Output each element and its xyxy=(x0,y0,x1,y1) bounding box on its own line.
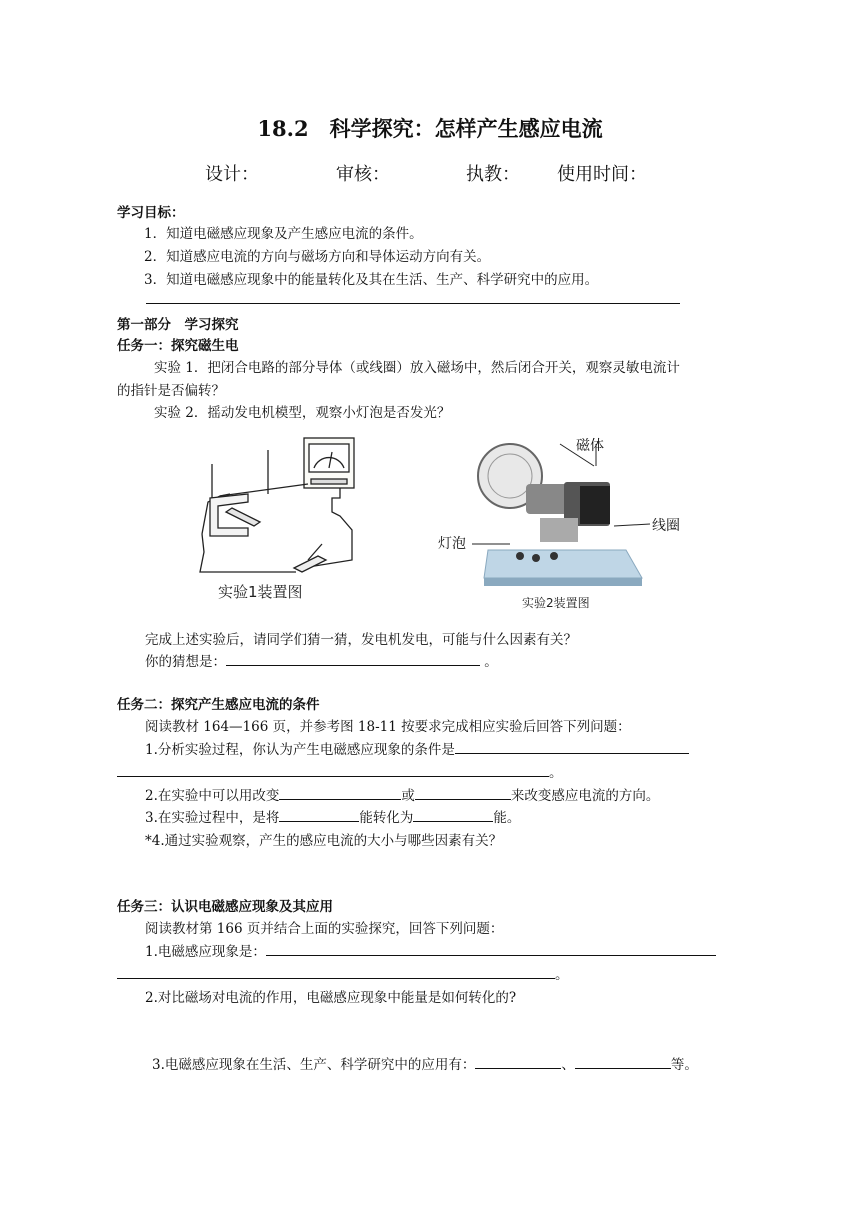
answer-blank[interactable] xyxy=(455,739,689,754)
task2-intro: 阅读教材 164—166 页，并参考图 18-11 按要求完成相应实验后回答下列问题： xyxy=(145,719,631,735)
task3-q1-cont: 。 xyxy=(117,963,569,983)
task3-q3: 3.电磁感应现象在生活、生产、科学研究中的应用有： 、 等。 xyxy=(152,1053,698,1073)
exp1-text-cont: 的指针是否偏转？ xyxy=(117,383,225,399)
task1-heading: 任务一：探究磁生电 xyxy=(117,338,239,354)
label-coil: 线圈 xyxy=(652,518,680,534)
answer-blank[interactable] xyxy=(117,964,555,979)
guess-blank[interactable] xyxy=(226,651,480,666)
divider xyxy=(146,303,680,304)
figure2-caption: 实验2装置图 xyxy=(522,596,590,610)
answer-blank[interactable] xyxy=(279,785,401,800)
experiment2-figure xyxy=(436,430,686,615)
task2-q1-cont: 。 xyxy=(117,761,563,781)
goal-item: 2．知道感应电流的方向与磁场方向和导体运动方向有关。 xyxy=(144,249,491,265)
task3-heading: 任务三：认识电磁感应现象及其应用 xyxy=(117,899,333,915)
exp2-text: 实验 2．摇动发电机模型，观察小灯泡是否发光？ xyxy=(154,405,451,421)
task2-q2: 2.在实验中可以用改变 或 来改变感应电流的方向。 xyxy=(145,784,659,804)
guess-line: 你的猜想是： 。 xyxy=(145,650,498,670)
task2-q4: *4.通过实验观察，产生的感应电流的大小与哪些因素有关？ xyxy=(145,833,503,849)
answer-blank[interactable] xyxy=(279,807,359,822)
task3-q2: 2.对比磁场对电流的作用，电磁感应现象中能量是如何转化的? xyxy=(145,990,517,1006)
meta-design: 设计： xyxy=(205,164,259,185)
task2-q3: 3.在实验过程中，是将 能转化为 能。 xyxy=(145,806,520,826)
exp1-text: 实验 1．把闭合电路的部分导体（或线圈）放入磁场中，然后闭合开关，观察灵敏电流计 xyxy=(154,360,680,376)
answer-blank[interactable] xyxy=(117,762,549,777)
part-heading: 第一部分 学习探究 xyxy=(117,317,239,333)
task3-q1: 1.电磁感应现象是： xyxy=(145,940,716,960)
answer-blank[interactable] xyxy=(415,785,511,800)
task2-q1: 1.分析实验过程，你认为产生电磁感应现象的条件是 xyxy=(145,738,689,758)
goal-item: 3．知道电磁感应现象中的能量转化及其在生活、生产、科学研究中的应用。 xyxy=(144,272,599,288)
task2-heading: 任务二：探究产生感应电流的条件 xyxy=(117,697,320,713)
meta-review: 审核： xyxy=(336,164,390,185)
page-title: 18.2 科学探究：怎样产生感应电流 xyxy=(257,116,603,141)
label-magnet: 磁体 xyxy=(576,438,604,454)
answer-blank[interactable] xyxy=(475,1054,561,1069)
answer-blank[interactable] xyxy=(575,1054,671,1069)
answer-blank[interactable] xyxy=(266,941,716,956)
goals-heading: 学习目标： xyxy=(117,205,185,221)
task3-intro: 阅读教材第 166 页并结合上面的实验探究，回答下列问题： xyxy=(145,921,504,937)
figure1-caption: 实验1装置图 xyxy=(218,583,303,601)
meta-date: 使用时间： xyxy=(557,164,647,185)
task1-question: 完成上述实验后，请同学们猜一猜，发电机发电，可能与什么因素有关？ xyxy=(145,632,577,648)
answer-blank[interactable] xyxy=(413,807,493,822)
meta-teach: 执教： xyxy=(466,164,520,185)
goal-item: 1．知道电磁感应现象及产生感应电流的条件。 xyxy=(144,226,423,242)
experiment1-figure xyxy=(190,432,370,607)
label-bulb: 灯泡 xyxy=(438,536,466,552)
